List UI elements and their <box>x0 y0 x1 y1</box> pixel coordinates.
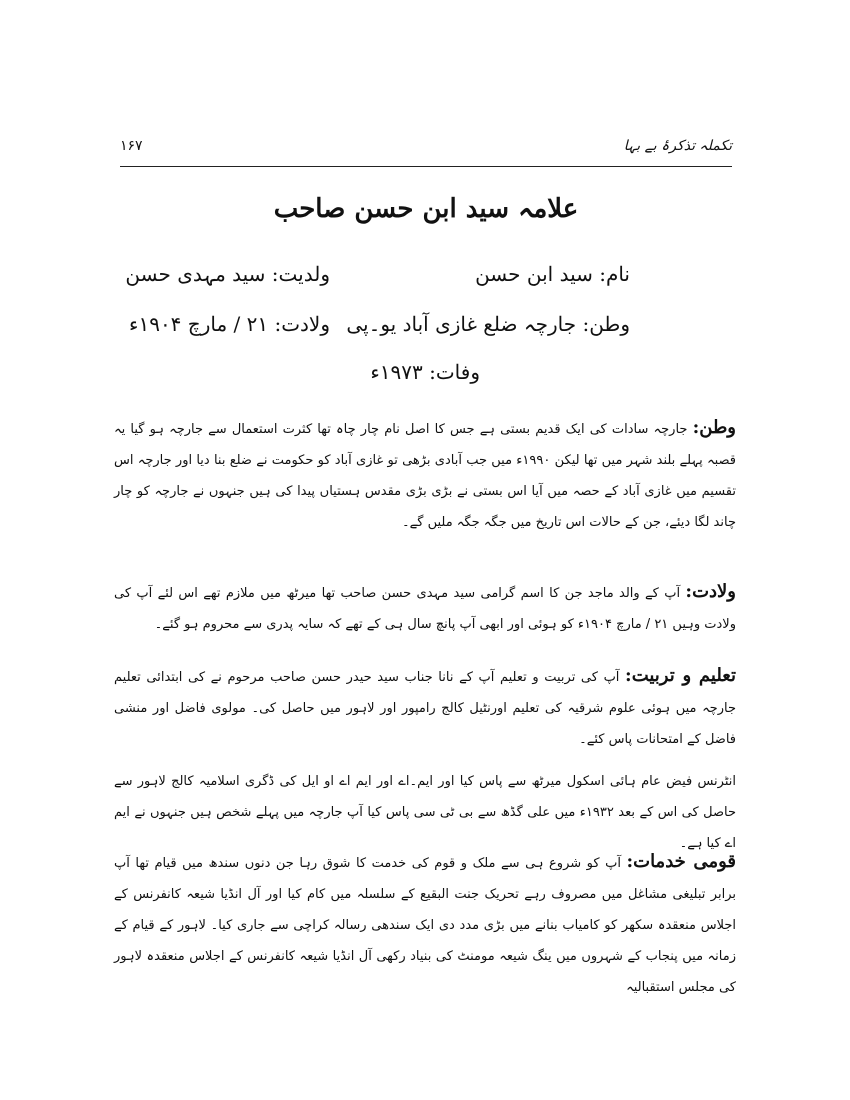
heading-talim: تعلیم و تربیت: <box>625 665 736 686</box>
heading-watan: وطن: <box>692 417 736 438</box>
text-talim-2: انٹرنس فیض عام ہائی اسکول میرٹھ سے پاس کیا اور ایم۔اے اور ایم اے او ایل کی ڈگری اسلامیہ کالج لاہور سے حاصل کی اس کے بعد ۱۹۳۲ء میں علی گڈھ سے بی ٹی سی پاس کیا آپ جارچہ میں پہلے شخص ہیں جنہوں نے ایم اے کیا ہے۔ <box>114 774 736 851</box>
page-number: ۱۶۷ <box>120 138 143 154</box>
death-field: وفات: ۱۹۷۳ء <box>370 360 480 384</box>
name-field: نام: سید ابن حسن <box>475 262 630 286</box>
paragraph-talim <box>114 660 736 755</box>
birth-field: ولادت: ۲۱ / مارچ ۱۹۰۴ء <box>129 312 330 336</box>
homeland-field: وطن: جارچہ ضلع غازی آباد یو۔پی <box>346 312 630 336</box>
text-watan: جارچہ سادات کی ایک قدیم بستی ہے جس کا اصل نام چار چاہ تھا کثرت استعمال سے جارچہ ہو گیا یہ قصبہ پہلے بلند شہر میں تھا لیکن ۱۹۹۰ء میں جب آبادی بڑھی تو غازی آباد کو حکومت نے ضلع بنا دیا اور جارچہ اس تقسیم میں غازی آباد کے حصہ میں آیا اس بستی نے بڑی بڑی مقدس ہستیاں پیدا کی ہیں جنہوں نے جارچہ کو چار چاند لگا دیئے، جن کے حالات اس تاریخ میں جگہ جگہ ملیں گے۔ <box>114 422 736 530</box>
paragraph-wiladat <box>114 576 736 640</box>
running-header <box>120 138 732 178</box>
text-wiladat: آپ کے والد ماجد جن کا اسم گرامی سید مہدی حسن صاحب تھا میرٹھ میں ملازم تھے اس لئے آپ کی ولادت وہیں ۲۱ / مارچ ۱۹۰۴ء کو ہوئی اور ابھی آپ پانچ سال ہی کے تھے کہ سایہ پدری سے محروم ہو گئے۔ <box>114 586 736 632</box>
header-rule <box>120 166 732 167</box>
running-title: تکملہ تذکرۂ بے بہا <box>623 138 732 154</box>
text-khidmat: آپ کو شروع ہی سے ملک و قوم کی خدمت کا شوق رہا جن دنوں سندھ میں قیام تھا آپ برابر تبلیغی مشاغل میں مصروف رہے تحریک جنت البقیع کے سلسلہ میں کام کیا اور آل انڈیا شیعہ کانفرنس کے اجلاس منعقدہ سکھر کو کامیاب بنانے میں بڑی مدد دی ایک سندھی رسالہ کراچی سے جاری کیا۔ لاہور کے قیام کے زمانہ میں پنجاب کے شہروں میں ینگ شیعہ مومنٹ کی بنیاد رکھی آل انڈیا شیعہ کانفرنس کے اجلاس منعقدہ لاہور کی مجلس استقبالیہ <box>114 856 736 995</box>
parentage-field: ولدیت: سید مہدی حسن <box>125 262 330 286</box>
heading-wiladat: ولادت: <box>685 581 736 602</box>
article-title: علامہ سید ابن حسن صاحب <box>273 194 579 224</box>
paragraph-khidmat <box>114 846 736 1003</box>
heading-khidmat: قومی خدمات: <box>626 851 736 872</box>
paragraph-watan <box>114 412 736 538</box>
text-talim: آپ کی تربیت و تعلیم آپ کے نانا جناب سید حیدر حسن صاحب مرحوم نے کی ابتدائی تعلیم جارچہ میں ہوئی علوم شرقیہ کی تعلیم اورنٹیل کالج رامپور اور لاہور میں حاصل کی۔ مولوی فاضل اور منشی فاضل کے امتحانات پاس کئے۔ <box>114 670 736 747</box>
